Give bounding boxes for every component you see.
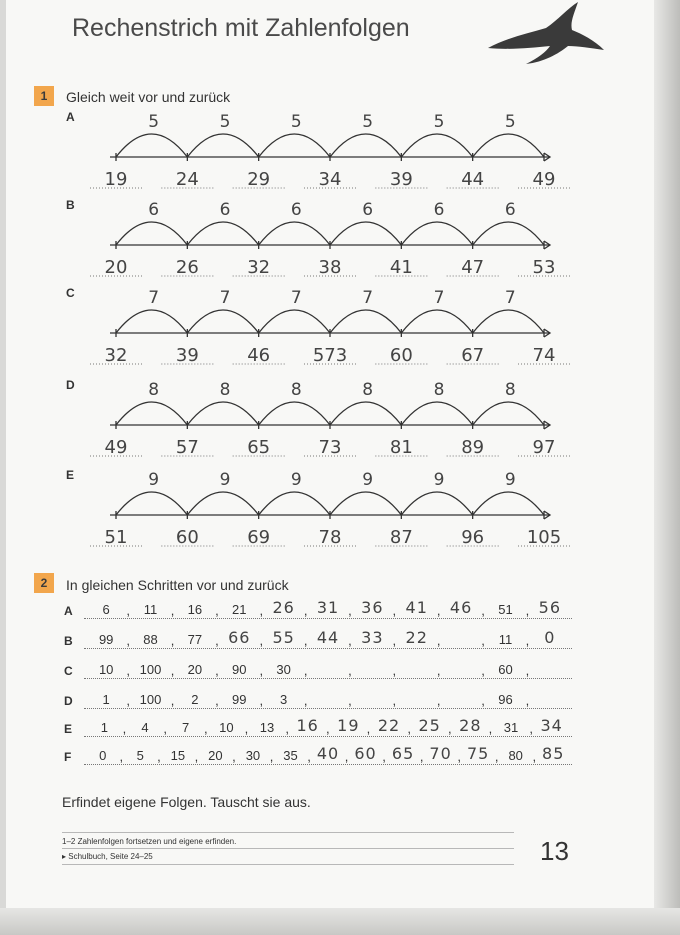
sequence-comma: ,	[259, 663, 264, 678]
sequence-value: 2	[191, 692, 199, 707]
sequence-number: 47	[461, 257, 485, 278]
sequence-comma: ,	[126, 603, 130, 618]
sequence-comma: ,	[259, 603, 264, 618]
sequence-comma: ,	[366, 721, 371, 736]
step-arc	[259, 134, 330, 157]
answer-dotted-line	[84, 618, 572, 619]
sequence-number: 53	[532, 257, 556, 278]
swallow-bird-icon	[486, 0, 606, 90]
sequence-comma: ,	[170, 603, 175, 618]
step-arc	[401, 402, 472, 425]
sequence-comma: ,	[481, 663, 485, 678]
sequence-value: 30	[276, 662, 291, 677]
sequence-comma: ,	[244, 721, 249, 736]
sequence-value: 31	[316, 598, 340, 617]
sequence-comma: ,	[392, 603, 397, 618]
sequence-row-letter: B	[64, 634, 73, 648]
sequence-value: 13	[259, 720, 275, 735]
row-letter: E	[66, 468, 75, 482]
sequence-number: 32	[247, 257, 271, 278]
step-arc	[187, 492, 258, 515]
sequence-number: 41	[389, 257, 413, 278]
row-letter: B	[66, 198, 75, 212]
sequence-value: 35	[283, 748, 298, 763]
sequence-number: 87	[389, 527, 413, 548]
step-arc	[187, 310, 258, 333]
step-arc	[116, 134, 187, 157]
sequence-value: 28	[459, 716, 482, 735]
sequence-comma: ,	[525, 663, 530, 678]
sequence-comma: ,	[344, 749, 349, 764]
step-size-label: 5	[148, 112, 160, 132]
page-title: Rechenstrich mit Zahlenfolgen	[72, 14, 410, 42]
sequence-comma: ,	[126, 663, 130, 678]
step-arc	[473, 222, 544, 245]
step-size-label: 9	[219, 470, 231, 490]
sequence-value: 36	[361, 598, 384, 617]
sequence-comma: ,	[170, 663, 175, 678]
sequence-value: 96	[498, 692, 513, 707]
sequence-comma: ,	[122, 721, 127, 736]
sequence-number: 65	[247, 437, 271, 458]
sequence-number: 74	[532, 345, 556, 366]
row-letter: A	[66, 110, 75, 124]
step-size-label: 8	[219, 380, 231, 400]
step-size-label: 6	[290, 200, 302, 220]
sequence-value: 33	[361, 628, 384, 647]
sequence-row-letter: F	[64, 750, 72, 764]
sequence-number: 24	[175, 169, 199, 190]
step-size-label: 6	[148, 200, 160, 220]
sequence-comma: ,	[215, 603, 219, 618]
step-arc	[473, 310, 544, 333]
sequence-comma: ,	[170, 693, 175, 708]
sequence-row	[84, 718, 572, 740]
sequence-number: 38	[318, 257, 342, 278]
sequence-value: 11	[498, 632, 513, 647]
sequence-value: 25	[418, 716, 441, 735]
step-arc	[330, 310, 401, 333]
answer-dotted-line	[84, 736, 572, 737]
sequence-value: 0	[99, 748, 107, 763]
step-size-label: 5	[504, 112, 516, 132]
sequence-number: 573	[312, 345, 348, 366]
sequence-number: 89	[461, 437, 485, 458]
sequence-number: 60	[389, 345, 413, 366]
sequence-row-letter: D	[64, 694, 73, 708]
step-size-label: 6	[219, 200, 231, 220]
sequence-value: 16	[296, 716, 319, 735]
sequence-comma: ,	[392, 633, 397, 648]
sequence-value: 100	[139, 662, 162, 677]
sequence-row	[84, 630, 572, 652]
step-arc	[187, 222, 258, 245]
sequence-value: 99	[232, 692, 247, 707]
sequence-number: 49	[532, 169, 556, 190]
sequence-value: 31	[503, 720, 519, 735]
sequence-comma: ,	[532, 749, 537, 764]
sequence-value: 34	[540, 716, 563, 735]
step-arc	[259, 402, 330, 425]
sequence-comma: ,	[494, 749, 499, 764]
step-arc	[401, 134, 472, 157]
sequence-comma: ,	[525, 603, 530, 618]
sequence-value: 0	[544, 628, 556, 647]
sequence-comma: ,	[436, 663, 441, 678]
step-arc	[187, 402, 258, 425]
page-number: 13	[540, 836, 569, 866]
step-size-label: 8	[504, 380, 516, 400]
sequence-value: 19	[337, 716, 360, 735]
step-arc	[401, 492, 472, 515]
footer-divider	[62, 864, 514, 865]
sequence-comma: ,	[163, 721, 167, 736]
answer-dotted-line	[84, 708, 572, 709]
sequence-comma: ,	[157, 749, 161, 764]
sequence-comma: ,	[303, 633, 308, 648]
sequence-value: 60	[354, 744, 377, 763]
sequence-number: 60	[175, 527, 199, 548]
sequence-value: 66	[228, 628, 251, 647]
sequence-comma: ,	[392, 663, 397, 678]
sequence-comma: ,	[126, 633, 130, 648]
sequence-value: 22	[405, 628, 428, 647]
sequence-number: 105	[526, 527, 562, 548]
sequence-comma: ,	[303, 693, 308, 708]
sequence-comma: ,	[269, 749, 274, 764]
sequence-number: 20	[104, 257, 128, 278]
sequence-comma: ,	[170, 633, 175, 648]
sequence-value: 88	[143, 632, 158, 647]
sequence-comma: ,	[126, 693, 130, 708]
step-arc	[401, 310, 472, 333]
sequence-value: 80	[508, 748, 523, 763]
sequence-number: 96	[461, 527, 485, 548]
sequence-value: 20	[208, 748, 223, 763]
step-size-label: 7	[290, 288, 302, 308]
sequence-value: 11	[143, 602, 158, 617]
row-letter: C	[66, 286, 75, 300]
step-arc	[401, 222, 472, 245]
task-2-badge: 2	[34, 573, 54, 593]
sequence-comma: ,	[436, 603, 441, 618]
sequence-value: 10	[98, 662, 114, 677]
task-1-badge: 1	[34, 86, 54, 106]
step-arc	[473, 134, 544, 157]
sequence-value: 22	[377, 716, 401, 735]
answer-dotted-line	[84, 764, 572, 765]
step-arc	[259, 222, 330, 245]
sequence-number: 29	[247, 169, 271, 190]
sequence-value: 1	[100, 720, 108, 735]
sequence-number: 78	[318, 527, 342, 548]
step-size-label: 7	[504, 288, 516, 308]
sequence-comma: ,	[215, 663, 219, 678]
sequence-number: 51	[104, 527, 128, 548]
sequence-value: 77	[187, 632, 203, 647]
sequence-number: 46	[247, 345, 271, 366]
sequence-comma: ,	[232, 749, 236, 764]
sequence-number: 57	[175, 437, 199, 458]
sequence-comma: ,	[215, 693, 219, 708]
sequence-comma: ,	[419, 749, 424, 764]
sequence-number: 19	[104, 169, 128, 190]
sequence-comma: ,	[448, 721, 452, 736]
sequence-comma: ,	[382, 749, 386, 764]
step-size-label: 6	[504, 200, 516, 220]
sequence-value: 16	[187, 602, 203, 617]
footer-note-reference: ▸ Schulbuch, Seite 24–25	[62, 852, 153, 861]
sequence-comma: ,	[194, 749, 199, 764]
step-arc	[473, 402, 544, 425]
sequence-value: 46	[449, 598, 473, 617]
sequence-number: 69	[247, 527, 271, 548]
step-size-label: 7	[433, 288, 445, 308]
sequence-value: 60	[498, 662, 513, 677]
sequence-comma: ,	[436, 693, 441, 708]
sequence-value: 41	[405, 598, 428, 617]
sequence-value: 51	[498, 602, 513, 617]
sequence-number: 34	[318, 169, 342, 190]
sequence-comma: ,	[457, 749, 461, 764]
sequence-comma: ,	[348, 603, 352, 618]
step-arc	[116, 402, 187, 425]
footer-divider	[62, 848, 514, 849]
sequence-number: 73	[318, 437, 342, 458]
sequence-row	[84, 660, 572, 682]
sequence-comma: ,	[303, 603, 308, 618]
sequence-row	[84, 600, 572, 622]
sequence-value: 30	[245, 748, 261, 763]
sequence-value: 90	[232, 662, 247, 677]
step-size-label: 9	[504, 470, 516, 490]
footer-note-objective: 1–2 Zahlenfolgen fortsetzen und eigene erfinden.	[62, 837, 237, 846]
sequence-row	[84, 746, 572, 768]
sequence-comma: ,	[481, 603, 485, 618]
sequence-value: 55	[272, 628, 295, 647]
step-size-label: 5	[290, 112, 302, 132]
sequence-value: 21	[232, 602, 247, 617]
sequence-value: 4	[141, 720, 149, 735]
sequence-comma: ,	[204, 721, 208, 736]
sequence-row	[84, 690, 572, 712]
step-size-label: 8	[290, 380, 302, 400]
step-arc	[187, 134, 258, 157]
sequence-value: 26	[272, 598, 295, 617]
sequence-value: 6	[102, 602, 110, 617]
sequence-number: 97	[532, 437, 556, 458]
sequence-row-letter: A	[64, 604, 73, 618]
sequence-comma: ,	[436, 633, 441, 648]
sequence-value: 85	[542, 744, 565, 763]
step-size-label: 9	[362, 470, 374, 490]
sequence-comma: ,	[119, 749, 124, 764]
sequence-comma: ,	[392, 693, 397, 708]
step-arc	[116, 492, 187, 515]
step-size-label: 6	[433, 200, 445, 220]
step-size-label: 8	[362, 380, 374, 400]
sequence-value: 3	[280, 692, 288, 707]
step-size-label: 6	[362, 200, 374, 220]
sequence-number: 26	[175, 257, 199, 278]
sequence-comma: ,	[525, 693, 530, 708]
sequence-comma: ,	[326, 721, 330, 736]
sequence-value: 40	[316, 744, 340, 763]
sequence-value: 99	[98, 632, 114, 647]
step-size-label: 8	[148, 380, 160, 400]
sequence-comma: ,	[525, 633, 530, 648]
sequence-number: 67	[461, 345, 485, 366]
sequence-value: 10	[219, 720, 234, 735]
sequence-comma: ,	[259, 633, 264, 648]
step-arc	[259, 310, 330, 333]
step-size-label: 7	[148, 288, 160, 308]
step-size-label: 9	[433, 470, 445, 490]
sequence-value: 100	[139, 692, 162, 707]
sequence-comma: ,	[481, 633, 485, 648]
step-arc	[330, 222, 401, 245]
sequence-value: 20	[187, 662, 203, 677]
sequence-value: 44	[316, 628, 340, 647]
step-arc	[330, 402, 401, 425]
step-arc	[473, 492, 544, 515]
step-size-label: 8	[433, 380, 445, 400]
step-arc	[116, 310, 187, 333]
sequence-row-letter: C	[64, 664, 73, 678]
answer-dotted-line	[84, 678, 572, 679]
sequence-number: 32	[104, 345, 128, 366]
step-arc	[330, 492, 401, 515]
answer-dotted-line	[84, 648, 572, 649]
sequence-value: 5	[136, 748, 144, 763]
sequence-comma: ,	[488, 721, 493, 736]
sequence-comma: ,	[215, 633, 219, 648]
step-size-label: 7	[219, 288, 231, 308]
footer-divider	[62, 832, 514, 833]
sequence-comma: ,	[307, 749, 311, 764]
sequence-number: 39	[175, 345, 199, 366]
sequence-comma: ,	[529, 721, 533, 736]
sequence-number: 39	[389, 169, 413, 190]
task-1-number-lines	[0, 105, 600, 565]
step-arc	[116, 222, 187, 245]
sequence-row-letter: E	[64, 722, 73, 736]
sequence-value: 7	[182, 720, 190, 735]
sequence-comma: ,	[259, 693, 264, 708]
sequence-value: 75	[466, 744, 490, 763]
row-letter: D	[66, 378, 75, 392]
closing-instruction: Erfindet eigene Folgen. Tauscht sie aus.	[62, 794, 311, 810]
step-arc	[330, 134, 401, 157]
sequence-value: 70	[429, 744, 452, 763]
sequence-number: 44	[461, 169, 485, 190]
step-size-label: 5	[433, 112, 445, 132]
sequence-comma: ,	[348, 633, 352, 648]
sequence-value: 15	[170, 748, 186, 763]
sequence-comma: ,	[303, 663, 308, 678]
step-size-label: 7	[362, 288, 374, 308]
sequence-value: 65	[391, 744, 415, 763]
page-edge-right	[654, 0, 680, 935]
sequence-comma: ,	[481, 693, 485, 708]
sequence-comma: ,	[348, 663, 352, 678]
sequence-comma: ,	[348, 693, 352, 708]
sequence-number: 49	[104, 437, 128, 458]
sequence-value: 1	[102, 692, 110, 707]
step-size-label: 5	[362, 112, 374, 132]
sequence-comma: ,	[407, 721, 411, 736]
step-size-label: 5	[219, 112, 231, 132]
task-1-heading: Gleich weit vor und zurück	[66, 89, 231, 105]
sequence-comma: ,	[285, 721, 289, 736]
step-size-label: 9	[148, 470, 160, 490]
step-arc	[259, 492, 330, 515]
sequence-value: 56	[538, 598, 561, 617]
step-size-label: 9	[290, 470, 302, 490]
task-2-heading: In gleichen Schritten vor und zurück	[66, 577, 289, 593]
page-edge-bottom	[0, 908, 680, 935]
sequence-number: 81	[389, 437, 413, 458]
